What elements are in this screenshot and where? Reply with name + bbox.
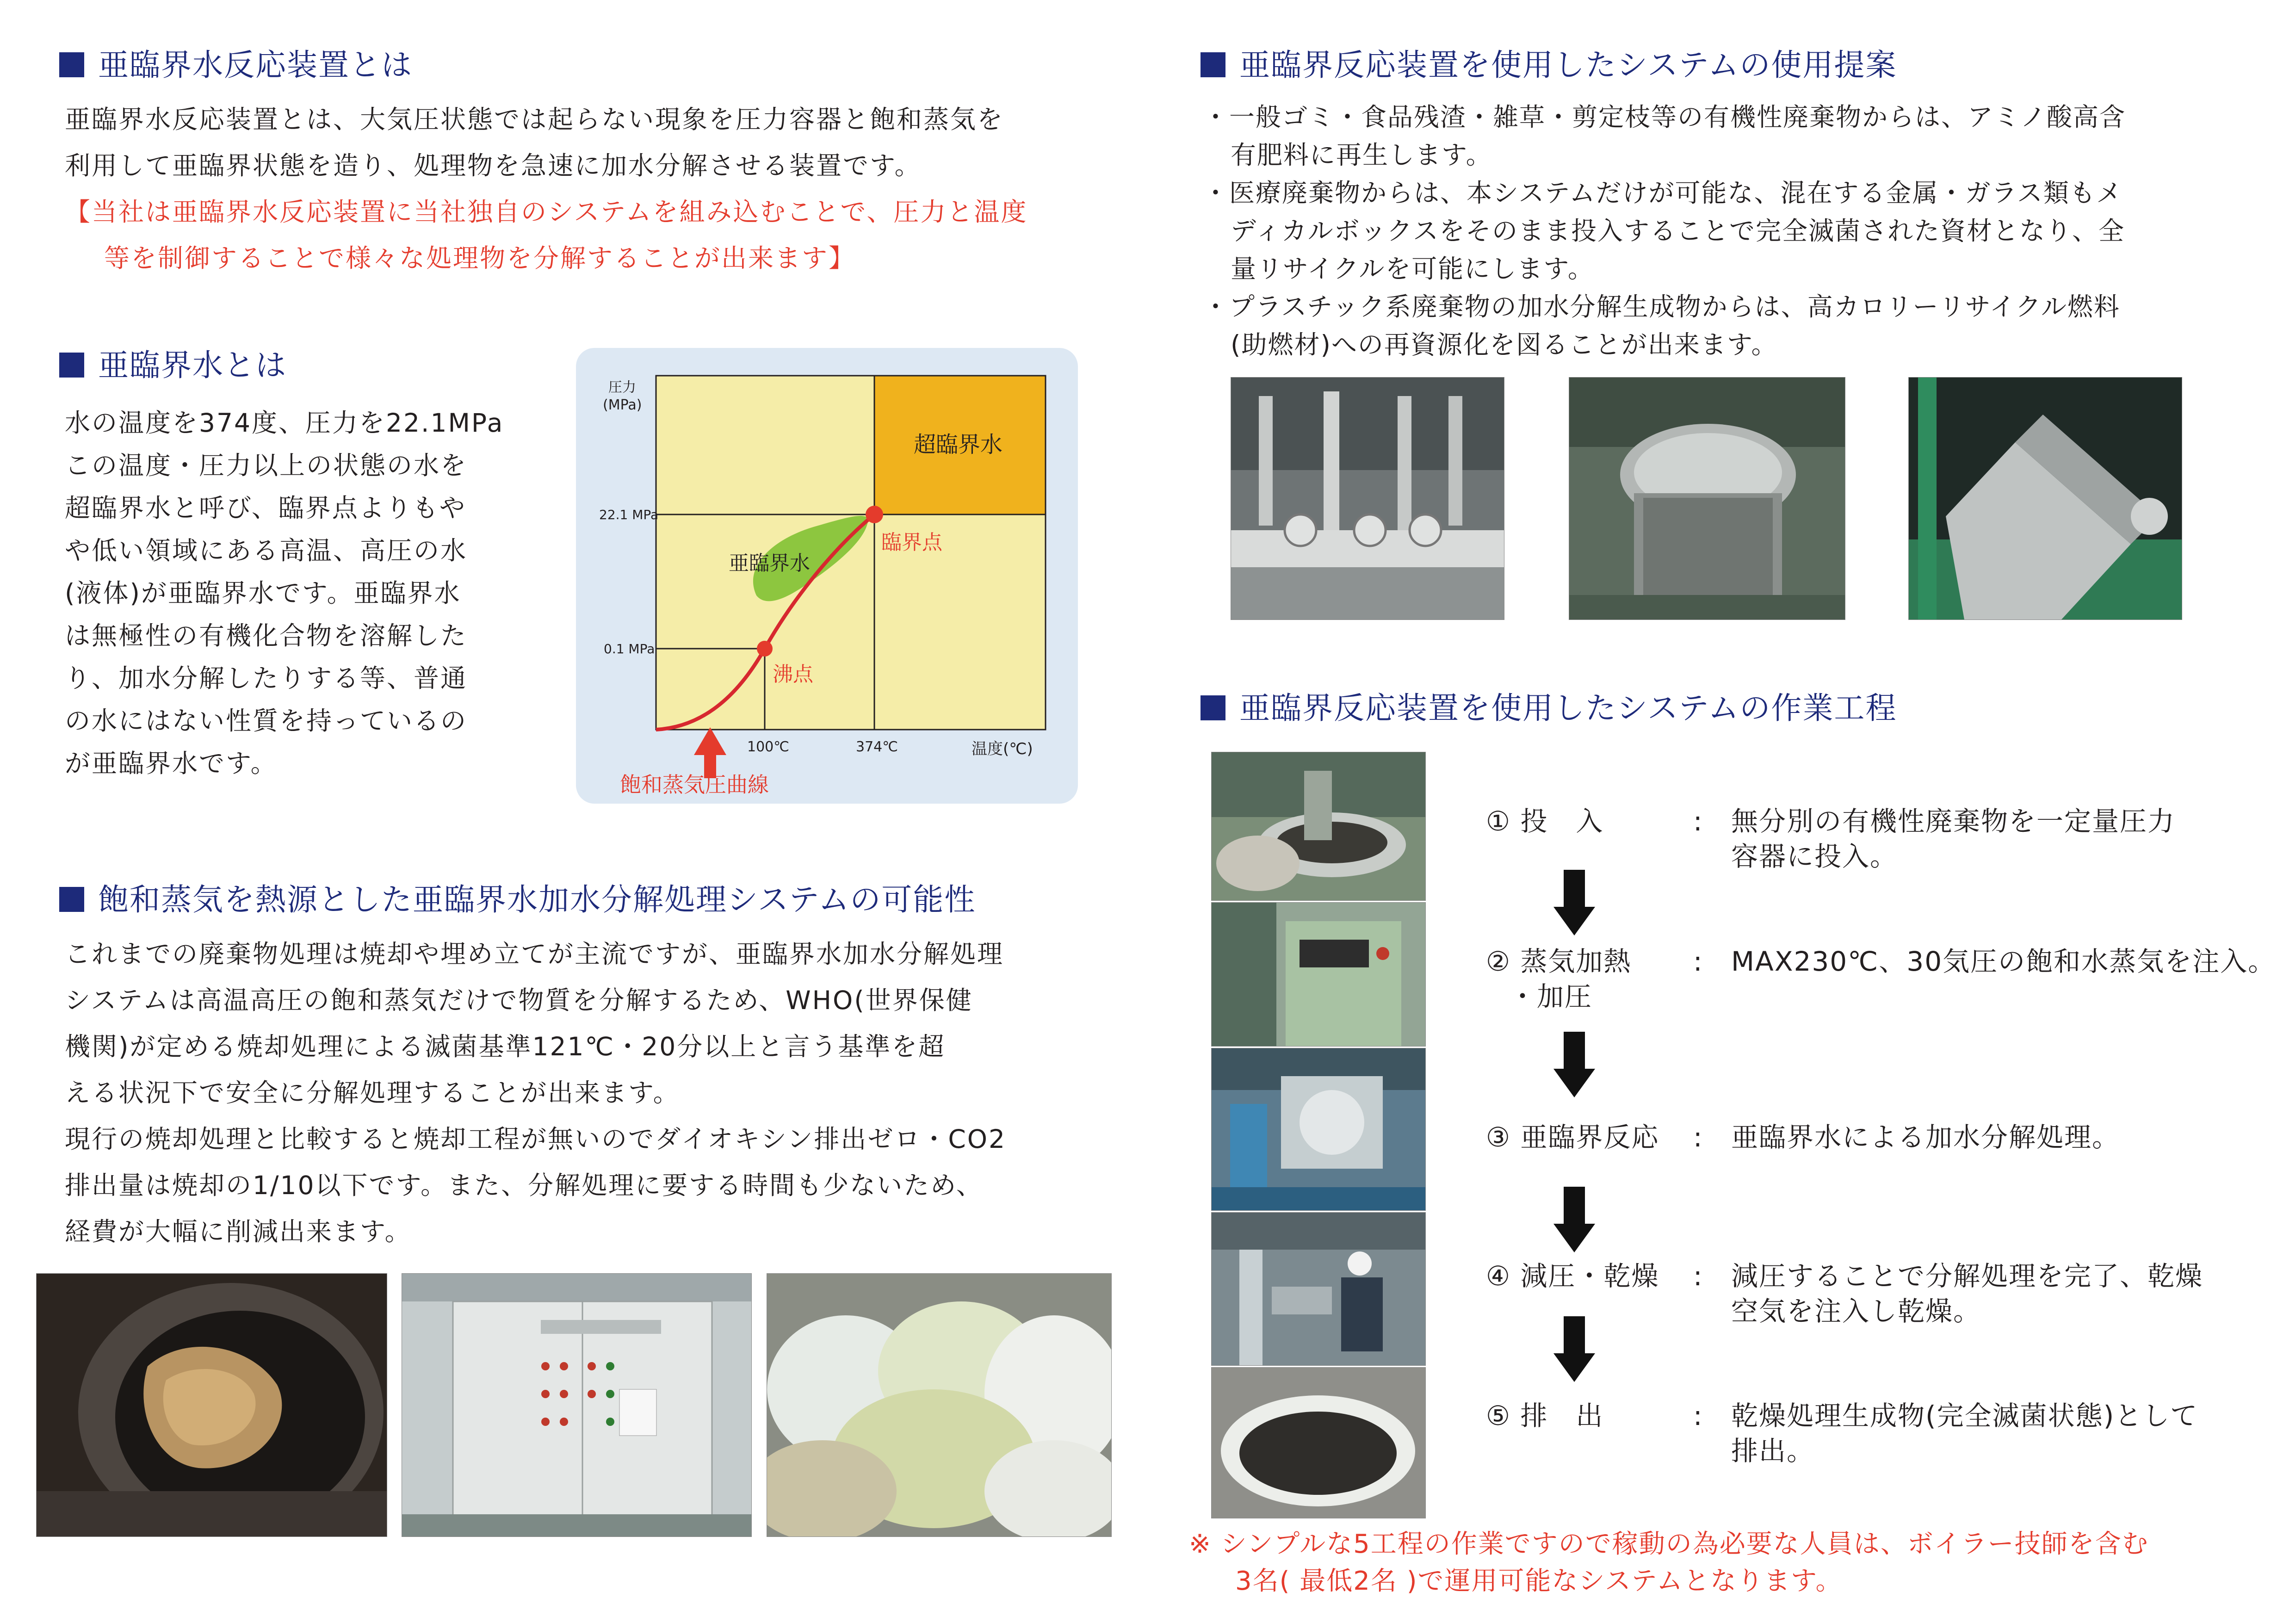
photo-operator-illustration	[1212, 1213, 1425, 1365]
critical-point-marker	[866, 506, 883, 523]
photo-boiler-illustration	[1212, 1048, 1425, 1210]
photo-controller-illustration	[1212, 903, 1425, 1046]
step-5-label: ⑤ 排 出	[1486, 1400, 1604, 1431]
photo-boiler-equipment	[1211, 1048, 1426, 1211]
proposal-item-organic: ・一般ゴミ・食品残渣・雑草・剪定枝等の有機性廃棄物からは、アミノ酸高含 有肥料に再生します。	[1203, 102, 2126, 170]
x-axis-label: 温度(℃)	[972, 740, 1033, 758]
subcritical-water-description: 水の温度を374度、圧力を22.1MPa この温度・圧力以上の状態の水を 超臨界水と呼び、臨界点よりもや や低い領域にある高温、高圧の水 (液体)が亜臨界水です。亜臨界水 は無極性の有機化合物を溶解した り、加水分解したりする等、普通 の水にはない性質を持っているの が亜臨界水です。	[65, 408, 504, 778]
tick-374c: 374℃	[856, 739, 898, 755]
staffing-note: ※ シンプルな5工程の作業ですので稼動の為必要な人員は、ボイラー技師を含む 3名( 最低2名 )で運用可能なシステムとなります。	[1189, 1529, 2149, 1596]
photo-control-panel-illustration	[402, 1274, 751, 1536]
section-heading-subcritical-water: 亜臨界水とは	[59, 350, 287, 381]
supercritical-label: 超臨界水	[914, 432, 1003, 458]
step-arrow-1	[1553, 870, 1595, 935]
photo-decomposed-material	[36, 1273, 387, 1537]
photo-pressure-vessel	[1569, 377, 1845, 620]
heading-square-icon	[59, 52, 84, 77]
y-axis-label: 圧力	[608, 379, 636, 396]
step-arrow-4	[1553, 1316, 1595, 1382]
tick-100c: 100℃	[747, 739, 789, 755]
photo-steam-controller	[1211, 902, 1426, 1047]
curve-label: 飽和蒸気圧曲線	[620, 772, 769, 797]
photo-piping-illustration	[1231, 378, 1504, 619]
photo-loading-illustration	[1212, 752, 1425, 900]
step-5-description: 乾燥処理生成物(完全滅菌状態)として 排出。	[1731, 1400, 2198, 1467]
y-axis-unit: (MPa)	[603, 397, 642, 413]
proposal-item-medical: ・医療廃棄物からは、本システムだけが可能な、混在する金属・ガラス類もメ ディカルボックスをそのまま投入することで完全滅菌された資材となり、全 量リサイクルを可能にします。	[1203, 178, 2125, 284]
step-2-colon: :	[1693, 946, 1702, 977]
photo-control-panel	[402, 1273, 752, 1537]
photo-output-illustration	[1212, 1368, 1425, 1518]
photo-output-product	[1211, 1367, 1426, 1518]
photo-drum-illustration	[37, 1274, 387, 1536]
step-4-description: 減圧することで分解処理を完了、乾燥 空気を注入し乾燥。	[1731, 1260, 2203, 1327]
photo-waste-bags	[767, 1273, 1112, 1537]
phase-diagram	[576, 348, 1078, 804]
step-arrow-3	[1553, 1187, 1595, 1252]
step-1-colon: :	[1693, 805, 1702, 837]
photo-reactor-illustration	[1909, 378, 2182, 619]
boiling-point-marker	[757, 641, 773, 657]
step-2-description: MAX230℃、30気圧の飽和水蒸気を注入。	[1731, 946, 2276, 977]
step-4-label: ④ 減圧・乾燥	[1486, 1260, 1659, 1292]
reactor-description: 亜臨界水反応装置とは、大気圧状態では起らない現象を圧力容器と飽和蒸気を 利用して亜臨界状態を造り、処理物を急速に加水分解させる装置です。 【当社は亜臨界水反応装置に当社独自のシステムを組み込むことで、圧力と温度 等を制御することで様々な処理物を分解することが出来ます】	[65, 105, 1028, 273]
step-3-label: ③ 亜臨界反応	[1486, 1121, 1659, 1153]
step-arrow-2	[1553, 1032, 1595, 1097]
subcritical-label: 亜臨界水	[729, 551, 810, 575]
heading-square-icon	[59, 887, 84, 912]
tick-0-1mpa: 0.1 MPa	[604, 641, 655, 657]
step-3-colon: :	[1693, 1121, 1702, 1153]
step-4-colon: :	[1693, 1260, 1702, 1292]
photo-operator-working	[1211, 1212, 1426, 1366]
photo-waste-bags-illustration	[767, 1274, 1111, 1536]
photo-vessel-illustration	[1569, 378, 1845, 619]
critical-point-label: 臨界点	[881, 531, 942, 554]
tick-22-1mpa: 22.1 MPa	[599, 507, 659, 522]
section-heading-steam-hydrolysis: 飽和蒸気を熱源とした亜臨界水加水分解処理システムの可能性	[59, 885, 976, 915]
photo-loading-waste	[1211, 752, 1426, 901]
heading-square-icon	[1201, 695, 1225, 720]
step-1-description: 無分別の有機性廃棄物を一定量圧力 容器に投入。	[1731, 805, 2176, 872]
step-3-description: 亜臨界水による加水分解処理。	[1731, 1121, 2120, 1153]
proposal-item-plastic: ・プラスチック系廃棄物の加水分解生成物からは、高カロリーリサイクル燃料 (助燃材)への再資源化を図ることが出来ます。	[1203, 292, 2120, 359]
hydrolysis-description: これまでの廃棄物処理は焼却や埋め立てが主流ですが、亜臨界水加水分解処理 システムは高温高圧の飽和蒸気だけで物質を分解するため、WHO(世界保健 機関)が定める焼却処理による滅菌基準121℃・20分以上と言う基準を超 える状況下で安全に分解処理することが出来ます。 現行の焼却処理と比較すると焼却工程が無いのでダイオキシン排出ゼロ・CO2 排出量は焼却の1/10以下です。また、分解処理に要する時間も少ないため、 経費が大幅に削減出来ます。	[65, 939, 1007, 1246]
section-heading-subcritical-reactor: 亜臨界水反応装置とは	[59, 50, 413, 81]
boiling-point-label: 沸点	[773, 663, 813, 686]
heading-square-icon	[59, 353, 84, 378]
section-heading-work-process: 亜臨界反応装置を使用したシステムの作業工程	[1201, 693, 1897, 724]
photo-tilted-reactor	[1908, 377, 2182, 620]
section-heading-usage-proposal: 亜臨界反応装置を使用したシステムの使用提案	[1201, 50, 1897, 81]
step-2-label: ② 蒸気加熱 ・加圧	[1486, 946, 1632, 1012]
step-1-label: ① 投 入	[1486, 805, 1604, 837]
heading-square-icon	[1201, 52, 1225, 77]
photo-piping-valves	[1231, 377, 1504, 620]
step-5-colon: :	[1693, 1400, 1702, 1431]
